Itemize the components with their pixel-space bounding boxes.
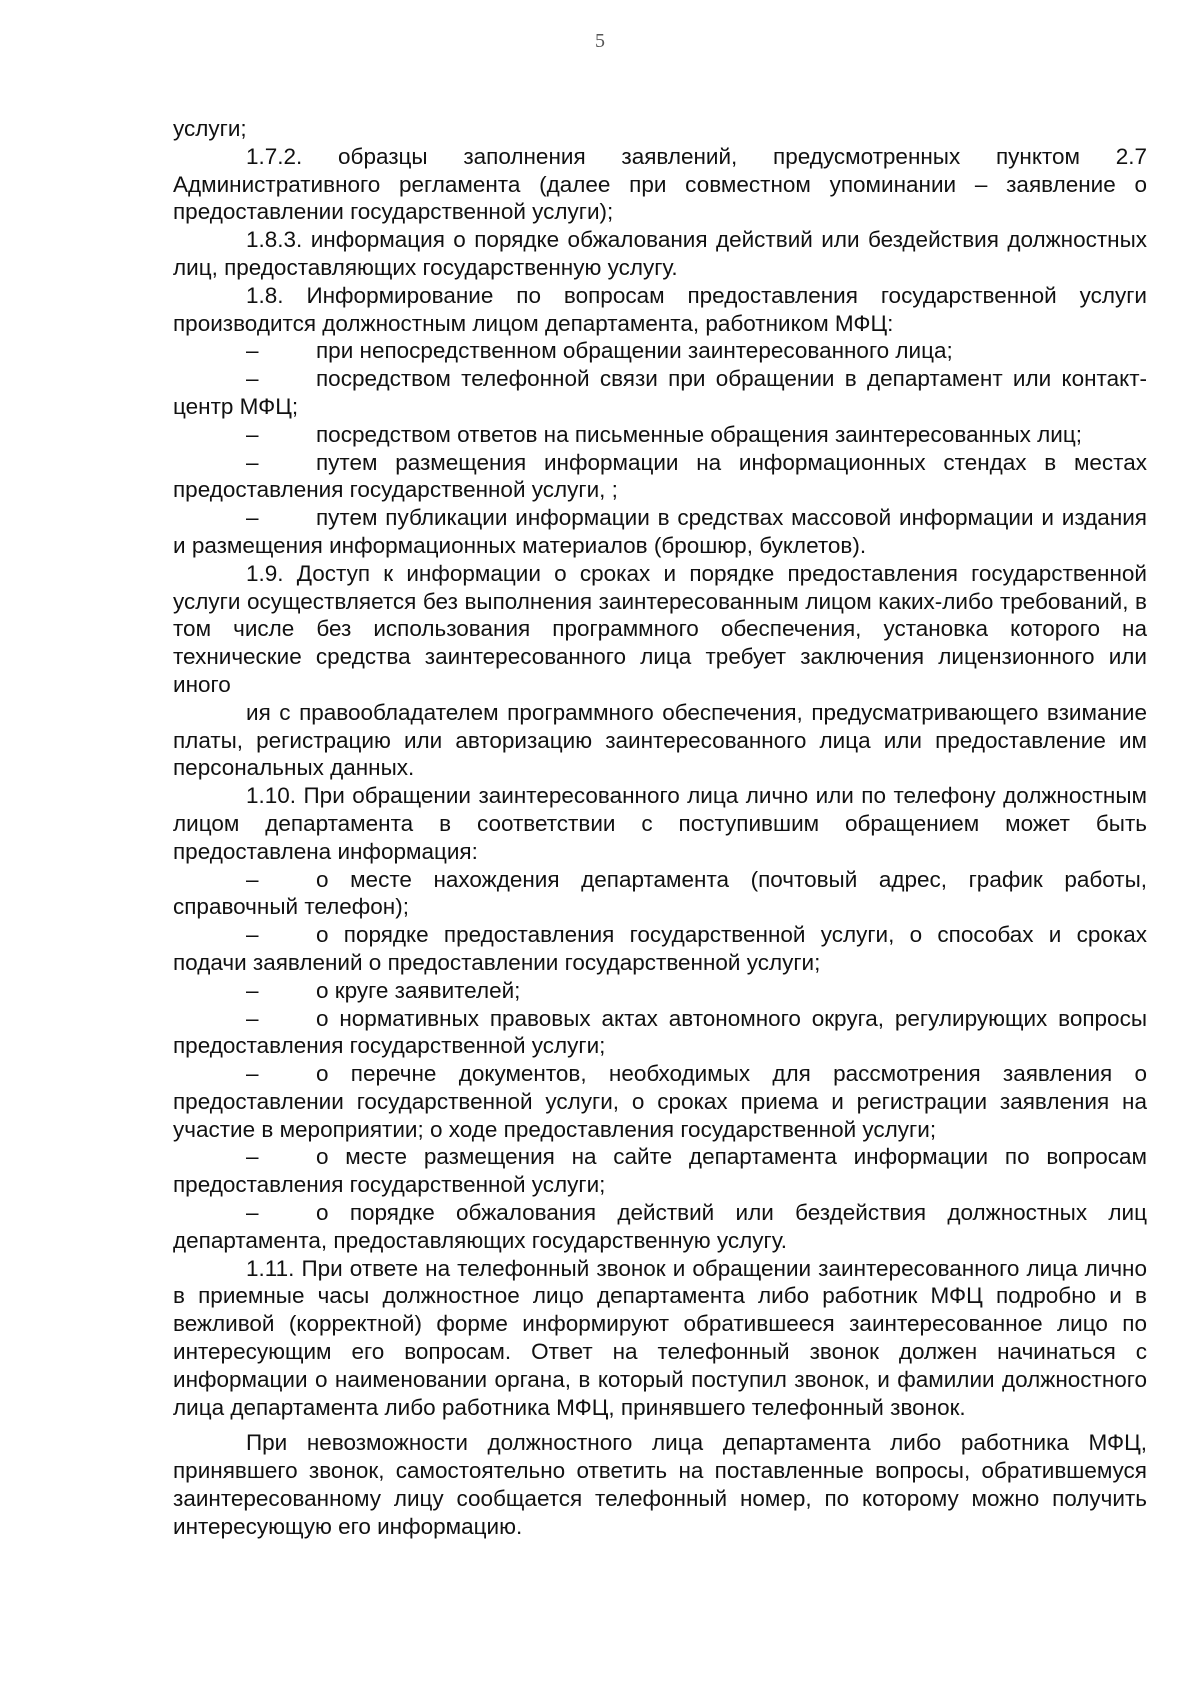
- list-item: [173, 449, 1147, 505]
- list-item-text: о круге заявителей;: [316, 977, 521, 1003]
- paragraph: 1.10. При обращении заинтересованного лица лично или по телефону должностным лицом департамента в соответствии с поступившим обращением может быть предоставлена информация:: [173, 783, 1147, 864]
- list-dash: –: [246, 366, 259, 392]
- document-body: [173, 115, 1147, 1541]
- list-item: [173, 921, 1147, 977]
- list-item-text: путем размещения информации на информационных стендах в местах предоставления государственной услуги, ;: [173, 449, 1147, 503]
- list-item: [173, 1199, 1147, 1255]
- paragraph: 1.8. Информирование по вопросам предоставления государственной услуги производится должностным лицом департамента, работником МФЦ:: [173, 282, 1147, 336]
- list-item: [173, 365, 1147, 421]
- list-dash: –: [246, 1061, 259, 1087]
- list-item-text: посредством ответов на письменные обращения заинтересованных лиц;: [316, 421, 1082, 447]
- list-item-text: посредством телефонной связи при обращении в департамент или контакт-центр МФЦ;: [173, 366, 1147, 419]
- page-number: 5: [595, 30, 605, 52]
- list-item: [173, 337, 1147, 365]
- paragraph: 1.9. Доступ к информации о сроках и порядке предоставления государственной услуги осуществляется без выполнения заинтересованным лицом каких-либо требований, в том числе без использования программного обеспечения, установка которого на технические средства заинтересованного лица требует заключения лицензионного или иного: [173, 560, 1147, 697]
- list-dash: –: [246, 421, 259, 447]
- list-item: [173, 504, 1147, 560]
- list-item-text: о порядке обжалования действий или бездействия должностных лиц департамента, предоставляющих государственную услугу.: [173, 1200, 1147, 1253]
- paragraph: 1.8.3. информация о порядке обжалования действий или бездействия должностных лиц, предоставляющих государственную услугу.: [173, 227, 1147, 280]
- paragraph: При невозможности должностного лица департамента либо работника МФЦ, принявшего звонок, самостоятельно ответить на поставленные вопросы, обратившемуся заинтересованному лицу сообщается телефонный номер, по которому можно получить интересующую его информацию.: [173, 1430, 1147, 1539]
- list-dash: –: [246, 449, 259, 475]
- paragraph: услуги;: [173, 116, 247, 141]
- list-item-text: о порядке предоставления государственной услуги, о способах и сроках подачи заявлений о предоставлении государственной услуги;: [173, 922, 1147, 975]
- list-item: [173, 977, 1147, 1005]
- paragraph: 1.11. При ответе на телефонный звонок и обращении заинтересованного лица лично в приемные часы должностное лицо департамента либо работник МФЦ подробно и в вежливой (корректной) форме информируют обратившееся заинтересованное лицо по интересующим его вопросам. Ответ на телефонный звонок должен начинаться с информации о наименовании органа, в который поступил звонок, и фамилии должностного лица департамента либо работника МФЦ, принявшего телефонный звонок.: [173, 1255, 1147, 1420]
- list-dash: –: [246, 338, 259, 364]
- list-item: [173, 1005, 1147, 1061]
- list-item-text: при непосредственном обращении заинтересованного лица;: [316, 338, 953, 364]
- list-item-text: о месте размещения на сайте департамента информации по вопросам предоставления государственной услуги;: [173, 1144, 1147, 1198]
- list-item-text: путем публикации информации в средствах массовой информации и издания и размещения информационных материалов (брошюр, буклетов).: [173, 505, 1147, 558]
- list-item: [173, 1143, 1147, 1199]
- list-dash: –: [246, 505, 259, 531]
- list-item: [173, 1060, 1147, 1143]
- list-item-text: о месте нахождения департамента (почтовый адрес, график работы, справочный телефон);: [173, 866, 1147, 920]
- list-item: [173, 866, 1147, 922]
- list-dash: –: [246, 977, 259, 1003]
- list-item: [173, 421, 1147, 449]
- list-dash: –: [246, 1144, 259, 1170]
- list-item-text: о нормативных правовых актах автономного округа, регулирующих вопросы предоставления государственной услуги;: [173, 1005, 1147, 1059]
- paragraph: ия с правообладателем программного обеспечения, предусматривающего взимание платы, регистрацию или авторизацию заинтересованного лица или предоставление им персональных данных.: [173, 699, 1147, 781]
- paragraph: 1.7.2. образцы заполнения заявлений, предусмотренных пунктом 2.7 Административного регламента (далее при совместном упоминании – заявление о предоставлении государственной услуги);: [173, 143, 1147, 225]
- list-item-text: о перечне документов, необходимых для рассмотрения заявления о предоставлении государственной услуги, о сроках приема и регистрации заявления на участие в мероприятии; о ходе предоставления государственной услуги;: [173, 1061, 1147, 1142]
- list-dash: –: [246, 1200, 259, 1226]
- list-dash: –: [246, 922, 259, 948]
- list-dash: –: [246, 1005, 259, 1031]
- list-dash: –: [246, 866, 259, 892]
